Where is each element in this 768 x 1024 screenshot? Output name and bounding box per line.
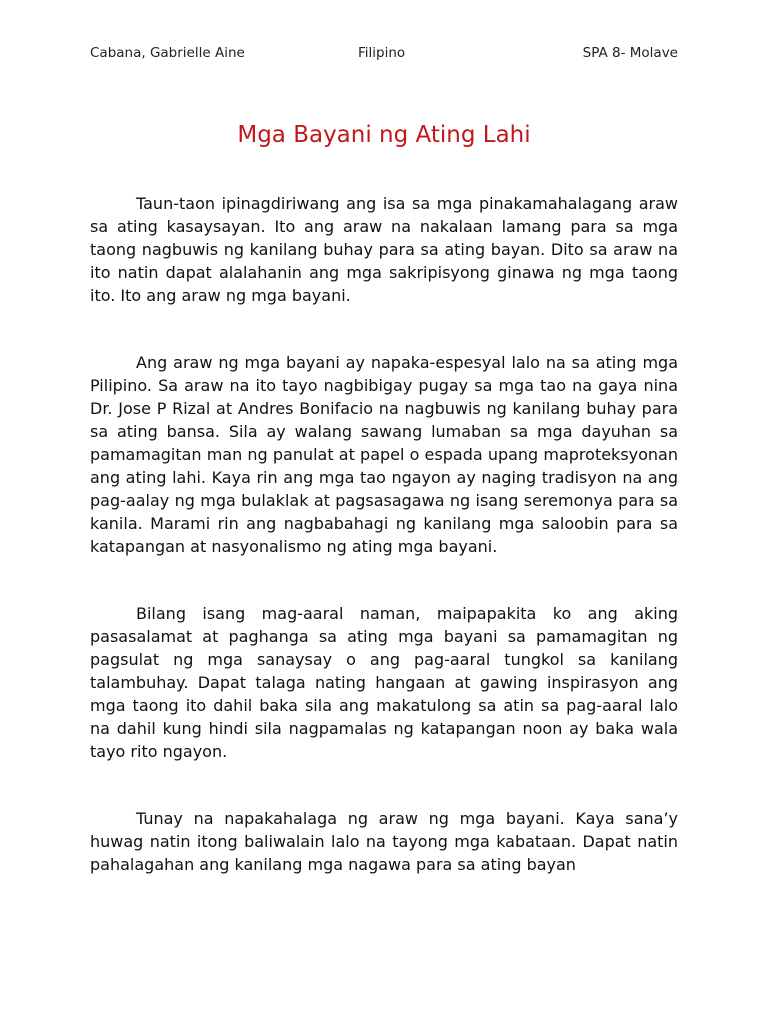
paragraph-4: Tunay na napakahalaga ng araw ng mga bayani. Kaya sana’y huwag natin itong baliwalain lalo na tayong mga kabataan. Dapat natin pahalagahan ang kanilang mga nagawa para sa ating bayan (90, 809, 678, 874)
paragraph-3: Bilang isang mag-aaral naman, maipapakita ko ang aking pasasalamat at paghanga sa ating mga bayani sa pamamagitan ng pagsulat ng mga sanaysay o ang pag-aaral tungkol sa kanilang talambuhay. Dapat talaga nating hangaan at gawing inspirasyon ang mga taong ito dahil baka sila ang makatulong sa atin sa pag-aaral lalo na dahil kung hindi sila nagpamalas ng katapangan noon ay baka wala tayo rito ngayon. (90, 604, 678, 761)
author-name: Cabana, Gabrielle Aine (90, 45, 245, 61)
paragraph-2: Ang araw ng mga bayani ay napaka-espesyal lalo na sa ating mga Pilipino. Sa araw na ito tayo nagbibigay pugay sa mga tao na gaya nina Dr. Jose P Rizal at Andres Bonifacio na nagbuwis ng kanilang buhay para sa ating bansa. Sila ay walang sawang lumaban sa mga dayuhan sa pamamagitan man ng panulat at papel o espada upang maproteksyonan ang ating lahi. Kaya rin ang mga tao ngayon ay naging tradisyon na ang pag-aalay ng mga bulaklak at pagsasagawa ng isang seremonya para sa kanila. Marami rin ang nagbabahagi ng kanilang mga saloobin para sa katapangan at nasyonalismo ng ating mga bayani. (90, 353, 678, 556)
section-label: SPA 8- Molave (582, 45, 678, 61)
paragraph-1: Taun-taon ipinagdiriwang ang isa sa mga pinakamahalagang araw sa ating kasaysayan. Ito ang araw na nakalaan lamang para sa mga taong nagbuwis ng kanilang buhay para sa ating bayan. Dito sa araw na ito natin dapat alalahanin ang mga sakripisyong ginawa ng mga taong ito. Ito ang araw ng mga bayani. (90, 194, 678, 305)
subject-label: Filipino (358, 45, 406, 61)
page-header (90, 45, 678, 65)
document-title: Mga Bayani ng Ating Lahi (237, 122, 531, 148)
document-body (90, 192, 678, 920)
